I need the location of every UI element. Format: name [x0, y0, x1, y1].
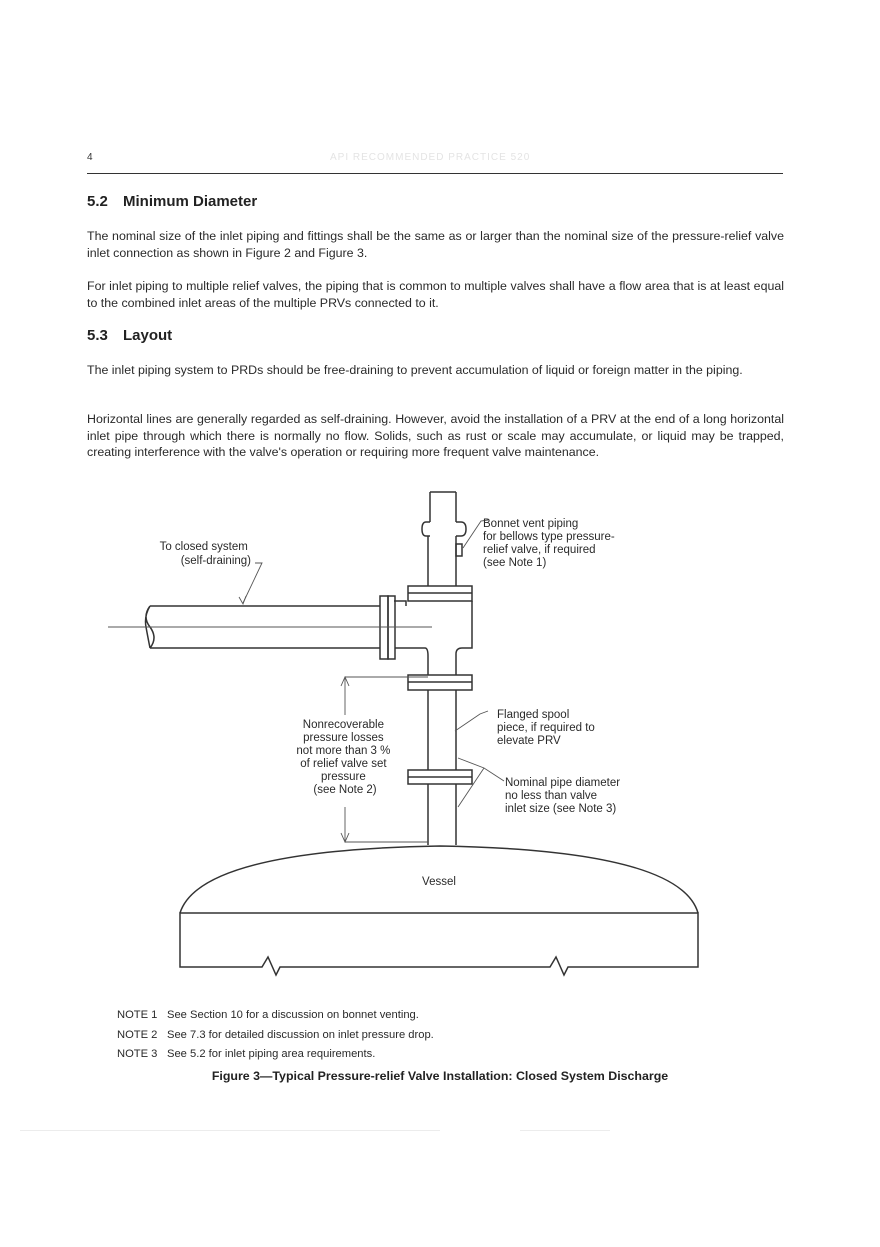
label-line: pressure	[321, 771, 366, 783]
bonnet-vent	[456, 544, 462, 556]
leader-line	[458, 758, 504, 807]
leader-line	[455, 711, 488, 731]
vessel-label: Vessel	[422, 876, 456, 888]
section-title: Layout	[123, 327, 173, 344]
label-line: (self-draining)	[180, 555, 251, 567]
inlet-pipe	[428, 668, 456, 845]
section-number: 5.2	[87, 193, 108, 210]
running-header: API RECOMMENDED PRACTICE 520	[330, 152, 531, 163]
label-line: (see Note 2)	[313, 784, 377, 796]
label-line: elevate PRV	[497, 735, 561, 747]
valve-body	[428, 536, 456, 586]
label-line: no less than valve	[505, 790, 598, 802]
spool-flange-lower	[408, 770, 472, 784]
tee-fitting	[394, 601, 472, 668]
section-5-3-heading	[87, 327, 172, 344]
note-label: NOTE 1	[117, 1009, 158, 1021]
label-line: Flanged spool	[497, 709, 570, 721]
pressure-losses-label	[296, 719, 393, 796]
figure-caption: Figure 3—Typical Pressure-relief Valve Installation: Closed System Discharge	[211, 1069, 669, 1083]
paragraph: The nominal size of the inlet piping and fittings shall be the same as or larger than the nominal size of the pressure-relief valve inlet connection as shown in Figure 2 and Figure 3.	[87, 229, 784, 260]
paragraph: For inlet piping to multiple relief valves, the piping that is common to multiple valves shall have a flow area that is at least equal to the combined inlet areas of the multiple PRVs connected to it.	[87, 279, 784, 310]
note-label: NOTE 3	[117, 1048, 158, 1060]
label-line: Nominal pipe diameter	[505, 777, 621, 789]
bonnet-vent-label	[483, 518, 618, 569]
label-line: of relief valve set	[300, 758, 387, 770]
page-number: 4	[87, 152, 93, 163]
pipe-diameter-label	[505, 777, 623, 815]
header-rule	[87, 173, 783, 174]
arrowhead	[239, 596, 246, 604]
note-item	[117, 1045, 434, 1065]
spool-piece-label	[497, 709, 598, 747]
figure-labels	[160, 518, 624, 888]
section-5-2-heading	[87, 193, 257, 210]
label-line: piece, if required to	[497, 722, 595, 734]
pipe-flange	[380, 596, 388, 659]
outlet-stub	[430, 492, 456, 522]
note-item	[117, 1026, 434, 1046]
label-line: for bellows type pressure-	[483, 531, 615, 543]
closed-system-label	[160, 541, 252, 567]
paragraph: Horizontal lines are generally regarded as self-draining. However, avoid the installation of a PRV at the end of a long horizontal inlet pipe through which there is normally no flow. Solids, such as rust or scale may accumulate, or liquid may be trapped, creating interference with the valve's operation or requiring more frequent valve maintenance.	[87, 412, 784, 459]
note-text: See Section 10 for a discussion on bonnet venting.	[167, 1009, 419, 1021]
outlet-flange	[422, 522, 466, 536]
section-number: 5.3	[87, 327, 108, 344]
pipe-flange	[388, 596, 395, 659]
note-text: See 5.2 for inlet piping area requirements.	[167, 1048, 376, 1060]
label-line: Bonnet vent piping	[483, 518, 579, 530]
label-line: inlet size (see Note 3)	[505, 803, 617, 815]
label-line: Nonrecoverable	[302, 719, 384, 731]
paragraph: The inlet piping system to PRDs should be free-draining to prevent accumulation of liquid or foreign matter in the piping.	[87, 363, 743, 377]
valve-tee-flange	[408, 586, 472, 601]
vessel-shell	[180, 913, 698, 975]
prv-installation-figure	[0, 490, 880, 990]
footer-rule	[20, 1130, 440, 1131]
note-item	[117, 1006, 434, 1026]
label-line: not more than 3 %	[296, 745, 391, 757]
footer-rule	[520, 1130, 610, 1131]
section-title: Minimum Diameter	[123, 193, 258, 210]
label-line: relief valve, if required	[483, 544, 596, 556]
label-line: (see Note 1)	[483, 557, 547, 569]
note-label: NOTE 2	[117, 1028, 158, 1041]
label-line: To closed system	[159, 541, 248, 553]
label-line: pressure losses	[303, 732, 384, 744]
figure-annotations	[108, 520, 504, 842]
note-text: See 7.3 for detailed discussion on inlet pressure drop.	[167, 1028, 434, 1041]
figure-notes	[117, 1006, 434, 1065]
